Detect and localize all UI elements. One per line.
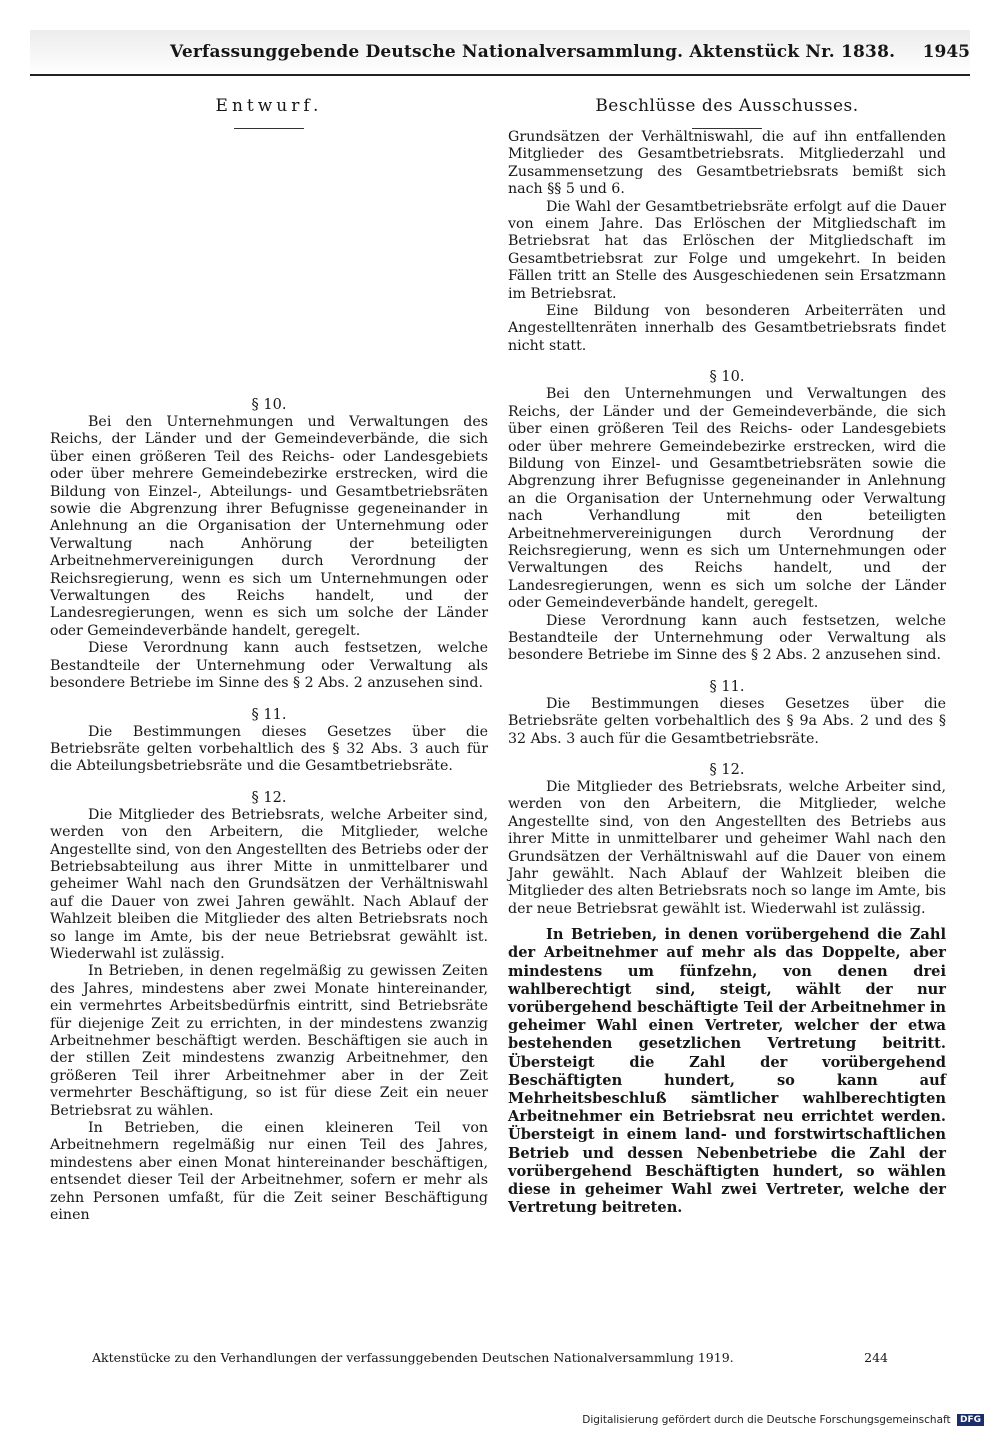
left-s12-paragraph-1: Die Mitglieder des Betriebsrats, welche Arbeiter sind, werden von den Arbeitern, die Mitglieder, welche Angestellte sind, von den Angestellten des Betriebs oder der Betriebsabteilung aus ihrer Mitte in unmittelbarer und geheimer Wahl nach den Grundsätzen der Verhältniswahl auf die Dauer von zwei Jahren gewählt. Nach Ablauf der Wahlzeit bleiben die Mitglieder des alten Betriebsrats noch so lange im Amte, bis der neue Betriebsrat gewählt ist. Wiederwahl ist zulässig. [50, 806, 488, 962]
right-s11-paragraph-1: Die Bestimmungen dieses Gesetzes über die Betriebsräte gelten vorbehaltlich des § 9a Abs. 2 und des § 32 Abs. 3 auch für die Gesamtbetriebsräte. [508, 695, 946, 747]
left-s11-paragraph-1: Die Bestimmungen dieses Gesetzes über die Betriebsräte gelten vorbehaltlich des § 32 Abs. 3 auch für die Abteilungsbetriebsräte und die Gesamtbetriebsräte. [50, 723, 488, 775]
page-footer [92, 1350, 908, 1365]
left-s12-paragraph-2: In Betrieben, in denen regelmäßig zu gewissen Zeiten des Jahres, mindestens aber zwei Monate hintereinander, ein vermehrtes Arbeitsbedürfnis eintritt, sind Betriebsräte für diejenige Zeit zu errichten, in der mindestens zwanzig Arbeitnehmer beschäftigt werden. Beschäftigen sie auch in der stillen Zeit mindestens zwanzig Arbeitnehmer, den größeren Teil ihrer Arbeitnehmer aber in der Zeit vermehrter Beschäftigung, so ist für diese Zeit ein neuer Betriebsrat zu wählen. [50, 963, 488, 1119]
right-intro-paragraph-1: Grundsätzen der Verhältniswahl, die auf ihn entfallenden Mitglieder des Gesamtbetriebsrats. Mitgliederzahl und Zusammensetzung des Gesamtbetriebsrats bemißt sich nach §§ 5 und 6. [508, 129, 946, 198]
right-column-heading: Beschlüsse des Ausschusses. [595, 96, 859, 116]
right-s10-paragraph-2: Diese Verordnung kann auch festsetzen, welche Bestandteile der Unternehmung oder Verwaltung als besondere Betriebe im Sinne des § 2 Abs. 2 anzusehen sind. [508, 612, 946, 664]
left-section-11-title: § 11. [251, 706, 287, 723]
right-s10-paragraph-1: Bei den Unternehmungen und Verwaltungen des Reichs, der Länder und der Gemeindeverbände, die sich über einen größeren Teil des Reichs- oder Landesgebiets oder über mehrere Gemeindebezirke erstrecken, wird die Bildung von Einzel- und Gesamtbetriebsräten sowie die Abgrenzung ihrer Befugnisse gegeneinander in Anlehnung an die Organisation der Unternehmung oder Verwaltung nach Verhandlung mit den beteiligten Arbeitnehmervereinigungen durch Verordnung der Reichsregierung, wenn es sich um Unternehmungen oder Verwaltungen des Reichs handelt, und der Landesregierungen, wenn es sich um solche der Länder oder Gemeindeverbände handelt, geregelt. [508, 386, 946, 612]
left-s12-paragraph-3: In Betrieben, die einen kleineren Teil von Arbeitnehmern regelmäßig nur einen Teil des Jahres, mindestens aber einen Monat hintereinander beschäftigen, entsendet dieser Teil der Arbeitnehmer, sofern er mehr als zehn Personen umfaßt, für die Zeit seiner Beschäftigung einen [50, 1120, 488, 1224]
right-section-11-title: § 11. [709, 678, 745, 695]
right-intro-paragraph-2: Die Wahl der Gesamtbetriebsräte erfolgt auf die Dauer von einem Jahre. Das Erlöschen der Mitgliedschaft im Betriebsrat hat das Erlöschen der Mitgliedschaft im Gesamtbetriebsrat zur Folge und umgekehrt. In beiden Fällen tritt an Stelle des Ausgeschiedenen sein Ersatzmann im Betriebsrat. [508, 198, 946, 302]
footer-page-number: 244 [864, 1350, 888, 1365]
right-s12-paragraph-1: Die Mitglieder des Betriebsrats, welche Arbeiter sind, werden von den Arbeitern, die Mitglieder, welche Angestellte sind, von den Angestellten des Betriebs aus ihrer Mitte in unmittelbarer und geheimer Wahl nach den Grundsätzen der Verhältniswahl auf die Dauer von einem Jahr gewählt. Nach Ablauf der Wahlzeit bleiben die Mitglieder des alten Betriebsrats noch so lange im Amte, bis der neue Betriebsrat gewählt ist. Wiederwahl ist zulässig. [508, 779, 946, 917]
left-column [50, 90, 488, 1224]
right-s12-paragraph-2-bold: In Betrieben, in denen vorübergehend die Zahl der Arbeitnehmer auf mehr als das Doppelte, aber mindestens um fünfzehn, von denen drei wahlberechtigt sind, steigt, wählt der nur vorübergehend beschäftigte Teil der Arbeitnehmer in geheimer Wahl einen Vertreter, welcher der etwa bestehenden gesetzlichen Vertretung beitritt. Übersteigt die Zahl der vorübergehend Beschäftigten hundert, so kann auf Mehrheitsbeschluß sämtlicher wahlberechtigten Arbeitnehmer ein Betriebsrat neu errichtet werden. Übersteigt in einem land- und forstwirtschaftlichen Betrieb und dessen Nebenbetriebe die Zahl der vorübergehend Beschäftigten hundert, so wählen diese in geheimer Wahl zwei Vertreter, welche der Vertretung beitreten. [508, 926, 946, 1217]
right-column [508, 90, 946, 1218]
right-section-12-title: § 12. [709, 762, 745, 778]
footer-text: Aktenstücke zu den Verhandlungen der verfassunggebenden Deutschen Nationalversammlung 1919. [92, 1350, 734, 1365]
left-section-12-title: § 12. [251, 789, 287, 806]
dfg-logo: DFG [957, 1414, 984, 1426]
digitization-credit [582, 1414, 984, 1426]
left-column-heading: Entwurf. [215, 96, 323, 116]
credit-text: Digitalisierung gefördert durch die Deutsche Forschungsgemeinschaft [582, 1414, 951, 1426]
header-page-number: 1945 [922, 42, 970, 62]
header-title: Verfassunggebende Deutsche Nationalversammlung. Aktenstück Nr. 1838. [170, 42, 896, 62]
page-header [30, 30, 970, 76]
right-intro-paragraph-3: Eine Bildung von besonderen Arbeiterräten und Angestelltenräten innerhalb des Gesamtbetriebsrats findet nicht statt. [508, 303, 946, 354]
right-section-10-title: § 10. [709, 369, 745, 386]
left-s10-paragraph-2: Diese Verordnung kann auch festsetzen, welche Bestandteile der Unternehmung oder Verwaltung als besondere Betriebe im Sinne des § 2 Abs. 2 anzusehen sind. [50, 640, 488, 692]
left-s10-paragraph-1: Bei den Unternehmungen und Verwaltungen des Reichs, der Länder und der Gemeindeverbände, die sich über einen größeren Teil des Reichs- oder Landesgebiets oder über mehrere Gemeindebezirke erstrecken, wird die Bildung von Einzel-, Abteilungs- und Gesamtbetriebsräten sowie die Abgrenzung ihrer Befugnisse gegeneinander in Anlehnung an die Organisation der Unternehmung oder Verwaltung nach Anhörung der beteiligten Arbeitnehmervereinigungen durch Verordnung der Reichsregierung, wenn es sich um Unternehmungen oder Verwaltungen des Reichs handelt, und der Landesregierungen, wenn es sich um solche der Länder oder Gemeindeverbände handelt, geregelt. [50, 414, 488, 639]
left-section-10-title: § 10. [251, 397, 287, 413]
